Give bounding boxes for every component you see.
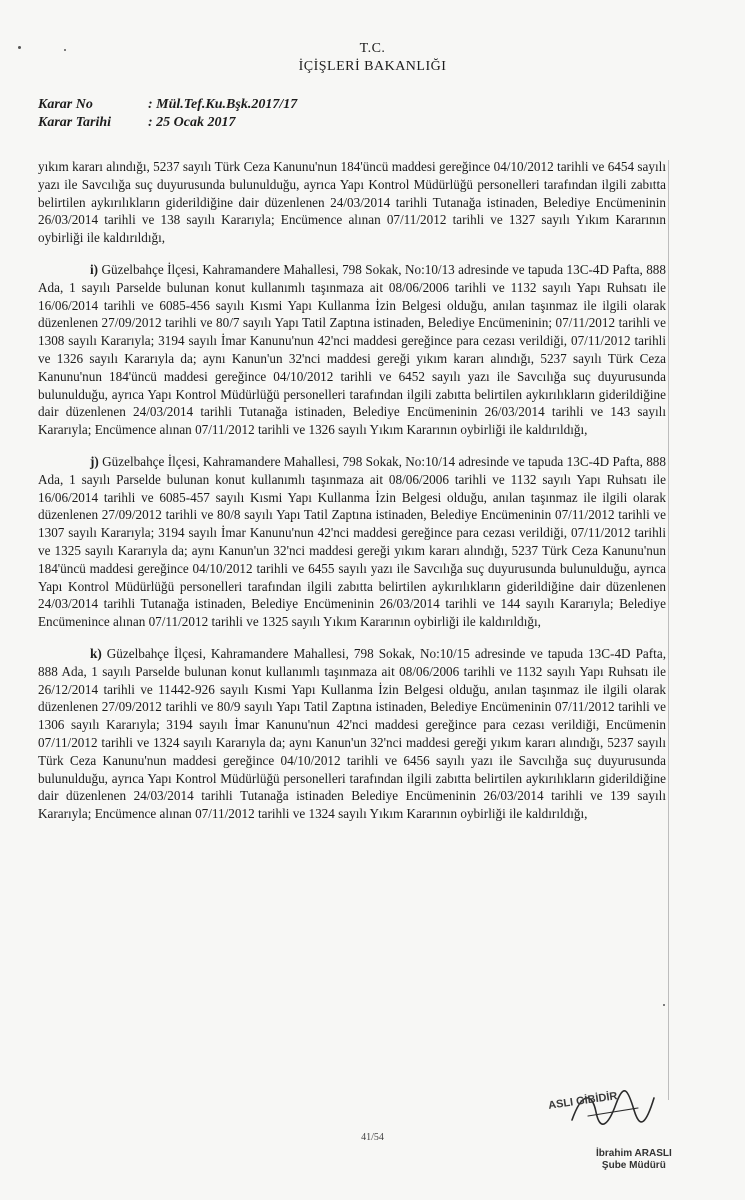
paragraph-text: Güzelbahçe İlçesi, Kahramandere Mahallesi, 798 Sokak, No:10/13 adresinde ve tapuda 13C-4D Pafta, 888 Ada, 1 sayılı Parselde bulunan konut kullanımlı taşınmaza ait 08/06/2006 tarihli ve 1132 sayılı Yapı Ruhsatı ile 16/06/2014 tarihli ve 6085-456 sayılı Kısmi Yapı Kullanma İzin Belgesi olduğu, anılan taşınmaz ile ilgili olarak düzenlenen 27/09/2012 tarihli ve 80/7 sayılı Yapı Tatil Zaptına istinaden, Belediye Encümeninin; 07/11/2012 tarihli ve 1308 sayılı Kararıyla; 3194 sayılı İmar Kanunu'nun 42'nci maddesi gereğince para cezası verildiği, 07/11/2012 tarihli ve 1326 sayılı Kararıyla da; aynı Kanun'un 32'nci maddesi gereği yıkım kararı alındığı, 5237 sayılı Türk Ceza Kanunu'nun 184'üncü maddesi gereğince 04/10/2012 tarihli ve 6452 sayılı yazı ile Savcılığa suç duyurusunda bulunulduğu, ayrıca Yapı Kontrol Müdürlüğü personelleri tarafından ilgili zabıtta belirtilen aykırılıkların giderildiğine dair düzenlenen 24/03/2014 tarihli Tutanağa istinaden, Belediye Encümeninin 26/03/2014 tarihli ve 143 sayılı Kararıyla; Encümence alınan 07/11/2012 tarihli ve 1326 sayılı Yıkım Kararının oybirliği ile kaldırıldığı,: [38, 261, 666, 438]
decision-number-label: Karar No: [38, 97, 93, 112]
header-republic: T.C.: [359, 41, 386, 56]
decision-meta: [38, 96, 297, 132]
document-body: [38, 158, 666, 837]
item-letter: i): [90, 261, 99, 277]
scan-speck: [64, 49, 66, 51]
decision-date-label: Karar Tarihi: [38, 115, 112, 130]
document-header: [0, 40, 745, 76]
scan-speck: [663, 1004, 665, 1006]
signatory-title: Şube Müdürü: [601, 1160, 666, 1171]
paragraph-text: Güzelbahçe İlçesi, Kahramandere Mahallesi, 798 Sokak, No:10/14 adresinde ve tapuda 13C-4D Pafta, 888 Ada, 1 sayılı Parselde bulunan konut kullanımlı taşınmaza ait 08/06/2006 tarihli ve 1132 sayılı Yapı Ruhsatı ile 16/06/2014 tarihli ve 6085-457 sayılı Kısmi Yapı Kullanma İzin Belgesi olduğu, anılan taşınmaz ile ilgili olarak düzenlenen 27/09/2012 tarihli ve 80/8 sayılı Yapı Tatil Zaptına istinaden, Belediye Encümeninin 07/11/2012 tarihli ve 1307 sayılı Kararıyla; 3194 sayılı İmar Kanunu'nun 42'nci maddesi gereğince para cezası verildiği, 07/11/2012 tarihli ve 1325 sayılı Kararıyla da; aynı Kanun'un 32'nci maddesi gereği yıkım kararı alındığı, 5237 Türk Ceza Kanunu'nun 184'üncü maddesi gereğince 04/10/2012 tarihli ve 6455 sayılı yazı ile Savcılığa suç duyurusunda bulunulduğu, ayrıca Yapı Kontrol Müdürlüğü personelleri tarafından ilgili zabıtta belirtilen aykırılıkların giderildiğine dair düzenlenen 24/03/2014 tarihli Tutanağa istinaden, Belediye Encümeninin 26/03/2014 tarihli ve 144 sayılı Kararıyla; Belediye Encümenince alınan 07/11/2012 tarihli ve 1325 sayılı Yıkım Kararının oybirliği ile kaldırıldığı,: [38, 453, 666, 630]
paragraph-continuation: [38, 158, 666, 247]
page-number: 41/54: [361, 1132, 384, 1143]
paragraph-item-j: [38, 453, 666, 631]
item-letter: k): [90, 645, 102, 661]
scan-edge-line: [668, 160, 669, 1100]
decision-date-value: : 25 Ocak 2017: [148, 115, 236, 130]
paragraph-item-k: [38, 645, 666, 823]
signatory-name: İbrahim ARASLI: [596, 1148, 672, 1159]
certified-copy-stamp: ASLI GİBİDİR: [547, 1090, 619, 1112]
scan-speck: [18, 46, 21, 49]
decision-date-row: [38, 114, 297, 132]
signatory-block: [596, 1148, 672, 1172]
paragraph-item-i: [38, 261, 666, 439]
item-letter: j): [90, 453, 99, 469]
decision-number-row: [38, 96, 297, 114]
paragraph-text: yıkım kararı alındığı, 5237 sayılı Türk Ceza Kanunu'nun 184'üncü maddesi gereğince 04/10/2012 tarihli ve 6454 sayılı yazı ile Savcılığa suç duyurusunda bulunulduğu, ayrıca Yapı Kontrol Müdürlüğü personelleri tarafından ilgili zabıtta belirtilen aykırılıkların giderildiğine dair düzenlenen 24/03/2014 tarihli Tutanağa istinaden, Belediye Encümeninin 26/03/2014 tarihli ve 138 sayılı Kararıyla; Encümence alınan 07/11/2012 tarihli ve 1327 sayılı Yıkım Kararının oybirliği ile kaldırıldığı,: [38, 159, 666, 246]
decision-number-value: : Mül.Tef.Ku.Bşk.2017/17: [148, 97, 298, 112]
header-ministry: İÇİŞLERİ BAKANLIĞI: [298, 59, 447, 74]
paragraph-text: Güzelbahçe İlçesi, Kahramandere Mahallesi, 798 Sokak, No:10/15 adresinde ve tapuda 13C-4D Pafta, 888 Ada, 1 sayılı Parselde bulunan konut kullanımlı taşınmaza ait 08/06/2006 tarihli ve 1132 sayılı Yapı Ruhsatı ile 26/12/2014 tarihli ve 11442-926 sayılı Kısmi Yapı Kullanma İzin Belgesi olduğu, anılan taşınmaz ile ilgili olarak düzenlenen 27/09/2012 tarihli ve 80/9 sayılı Yapı Tatil Zaptına istinaden, Belediye Encümeninin 07/11/2012 tarihli ve 1306 sayılı Kararıyla; 3194 sayılı İmar Kanunu'nun 42'nci maddesi gereğince para cezası verildiği, Encümenin 07/11/2012 tarihli ve 1324 sayılı Kararıyla da; aynı Kanun'un 32'nci maddesi gereği yıkım kararı alındığı, 5237 sayılı Türk Ceza Kanunu'nun maddesi gereğince 04/10/2012 tarihli ve 6456 sayılı yazı ile Savcılığa suç duyurusunda bulunulduğu, ayrıca Yapı Kontrol Müdürlüğü personelleri tarafından ilgili zabıtta belirtilen aykırılıkların giderildiğine dair düzenlenen 24/03/2014 tarihli Tutanağa istinaden Belediye Encümeninin 26/03/2014 tarihli ve 139 sayılı Kararıyla; Encümence alınan 07/11/2012 tarihli ve 1324 sayılı Yıkım Kararının oybirliği ile kaldırıldığı,: [38, 645, 666, 822]
